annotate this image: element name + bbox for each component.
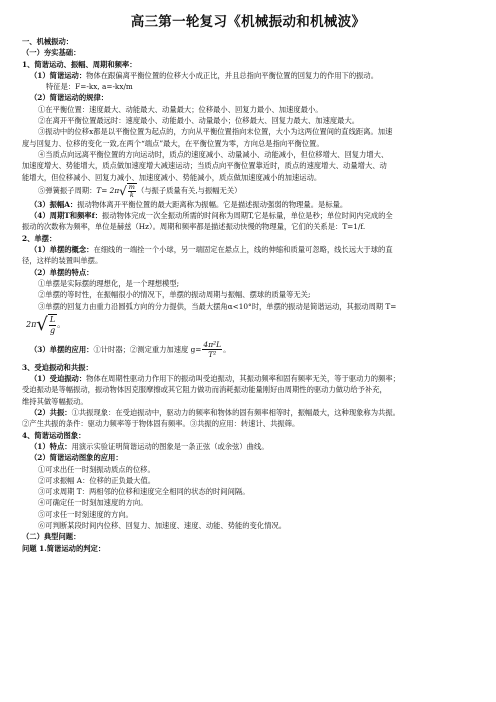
resonance-definition [22,407,474,418]
document-title: 高三第一轮复习《机械振动和机械波》 [130,14,366,30]
shm-law-item: ①在平衡位置：速度最大、动能最大、动量最大；位移最小、回复力最小、加速度最小。 [38,104,323,114]
period-definition-cont: 振动的次数称为频率，单位是赫兹（Hz）。周期和频率都是描述振动快慢的物理量，它们的关系是：T=1/f. [22,222,366,232]
sqrt-sign: √ $\frac{m}{k}$ [119,182,135,199]
graph-application-item: ③可求周期 T：两相邻的位移和速度完全相同的状态的时间间隔。 [38,487,250,497]
resonance-cont: ②产生共振的条件：驱动力频率等于物体固有频率。③共振的应用：转速计、共振筛。 [22,419,300,429]
shm-law-item: ②在离开平衡位置最远时：速度最小、动能最小、动量最小；位移最大、回复力最大、加速度最大。 [38,116,360,126]
shm-law-item: ③振动中的位移x都是以平衡位置为起点的，方向从平衡位置指向末位置，大小为这两位置间的直线距离。加速 [38,127,393,137]
graph-application-heading: （2）简谐运动图象的应用： [30,453,123,463]
resonance-text: ①共振现象：在受迫振动中，驱动力的频率和物体的固有频率相等时，振幅最大，这种现象称为共振。 [71,408,400,418]
forced-vibration-cont: 受迫振动是等幅振动，振动物体因克服摩擦或其它阻力做功而消耗振动能量刚好由周期性的驱动力做功给予补充， [22,385,387,395]
graph-application-item: ⑤可求任一时刻速度的方向。 [38,509,133,519]
fraction-denominator: T² [208,350,217,360]
pendulum-concept [22,244,474,255]
graph-feature-text: 用演示实验证明简谐运动的图象是一条正弦（或余弦）曲线。 [71,441,269,451]
fraction-denominator: k [129,190,134,199]
fraction-numerator: 4π²L [203,340,222,350]
resonance-label: （2）共振： [30,408,72,418]
pendulum-heading: 2、单摆： [22,233,57,243]
shm-law-item-cont: 能增大，但位移减小、回复力减小、加速度减小、势能减小，质点做加速度减小的加速运动。 [22,172,322,182]
pendulum-feature-item: ③单摆的回复力由重力沿圆弧方向的分力提供，当最大摆角α<10°时，单摆的振动是简谐运动，其振动周期 T= [38,301,397,311]
spring-period-note: （与振子质量有关,与振幅无关） [136,185,242,195]
amplitude-text: 振动物体离开平衡位置的最大距离称为振幅。它是描述振动强弱的物理量。是标量。 [77,199,348,209]
pendulum-concept-label: （1）单摆的概念： [30,245,94,255]
forced-vibration-definition [22,373,474,384]
subsection-heading: （一）夯实基础： [22,48,81,58]
graph-feature-label: （1）特点： [30,441,72,451]
forced-vibration-heading: 3、受迫振动和共振： [22,362,93,372]
fraction-L-over-g [49,315,56,336]
period-text: 振动物体完成一次全振动所需的时间称为周期T,它是标量，单位是秒；单位时间内完成的全 [102,211,393,221]
formula-end: 。 [57,320,66,330]
forced-vibration-cont: 维持其做等幅振动。 [22,396,88,406]
shm-law-item-cont: 加速度增大、势能增大，质点做加速度增大减速运动；当质点向平衡位置靠近时，质点的速度增大、动量增大、动 [22,161,387,171]
formula-coefficient: 2π [26,320,37,330]
fraction-denominator: g [49,325,56,335]
pendulum-application-text: ①计时器；②测定重力加速度 g= [93,345,202,355]
shm-law-item: ④当质点向远离平衡位置的方向运动时，质点的速度减小、动量减小、动能减小，但位移增大、回复力增大、 [38,149,389,159]
formula-T: T= 2 [96,185,115,195]
graph-application-item: ②可求振幅 A：位移的正负最大值。 [38,475,156,485]
spring-period-line [22,183,474,199]
graph-application-item: ⑥可判断某段时间内位移、回复力、加速度、速度、动能、势能的变化情况。 [38,520,287,530]
pendulum-concept-cont: 径，这样的装置叫单摆。 [22,256,103,266]
fraction-numerator: m [128,182,135,191]
pendulum-concept-text: 在细线的一端拴一个小球，另一端固定在悬点上，线的伸缩和质量可忽略，线长远大于球的直 [93,245,393,255]
graph-application-item: ①可求出任一时刻振动质点的位移。 [38,464,155,474]
shm-definition-text: 物体在跟偏离平衡位置的位移大小成正比，并且总指向平衡位置的回复力的作用下的振动。 [86,70,379,80]
period-definition [22,210,474,221]
shm-definition-label: （1）简谐运动： [30,70,87,80]
pendulum-features-heading: （2）单摆的特点： [30,267,94,277]
graph-application-item: ④可确定任一时刻加速度的方向。 [38,498,148,508]
pendulum-application [22,338,474,362]
spring-period-label: ⑤弹簧振子周期： [38,185,97,195]
typical-problems-heading: （二）典型问题： [22,532,81,542]
amplitude-label: （3）振幅A： [30,199,78,209]
shm-definition [22,70,474,81]
graph-heading: 4、简谐运动图象： [22,430,86,440]
sqrt-sign: √ $\frac{L}{g}$ [36,313,56,335]
fraction-g-formula [202,340,222,359]
question-heading: 问题 1.简谐运动的判定： [22,543,106,553]
section-heading: 一、机械振动： [22,37,74,46]
pendulum-period-formula [22,312,474,338]
spring-period-formula [96,183,137,199]
shm-feature: 特征是：F=-kx, a=-kx/m [46,82,133,92]
fraction-m-over-k [128,184,136,199]
pendulum-feature-item: ②单摆的等时性，在振幅很小的情况下，单摆的振动周期与振幅、摆球的质量等无关; [38,290,311,300]
shm-law-item-cont: 度与回复力、位移的变化一致,在两个“端点”最大，在平衡位置为零，方向总是指向平衡位置。 [22,138,324,148]
amplitude-definition [22,199,474,210]
formula-pi: π [114,185,120,195]
fraction-numerator: L [49,314,56,324]
shm-law-heading: （2）简谐运动的规律： [30,93,109,103]
formula-end: 。 [223,345,231,355]
period-label: （4）周期T和频率f： [30,211,103,221]
pendulum-application-label: （3）单摆的应用： [30,345,94,355]
topic-heading: 1、简谐运动、振幅、周期和频率： [22,59,137,69]
graph-feature [22,441,474,452]
forced-vibration-text: 物体在周期性驱动力作用下的振动叫受迫振动，其振动频率和固有频率无关，等于驱动力的频率； [86,374,400,384]
forced-vibration-label: （1）受迫振动： [30,374,87,384]
pendulum-feature-item: ①单摆是实际摆的理想化，是一个理想模型; [38,278,180,288]
